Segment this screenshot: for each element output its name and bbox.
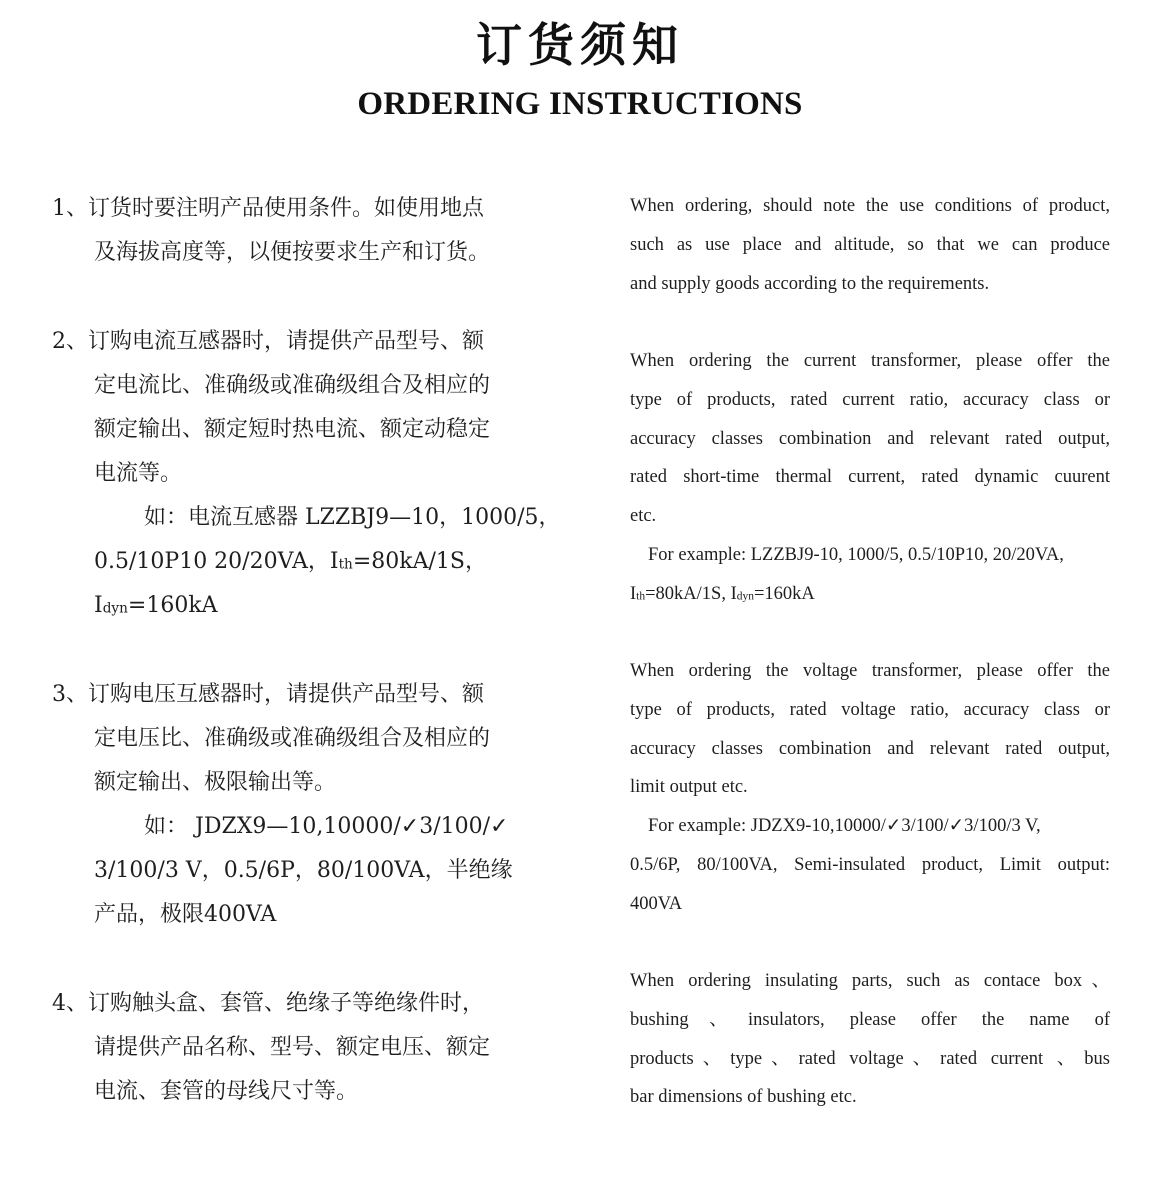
item-2-english [630, 342, 1110, 614]
item-4-chinese [52, 982, 572, 1114]
text-line: type of products, rated current ratio, accuracy class or [630, 389, 1110, 410]
text-line: 定电流比、准确级或准确级组合及相应的 [94, 373, 491, 398]
example-line: 0.5/6P, 80/100VA, Semi-insulated product, Limit output: [630, 854, 1110, 875]
idyn-subscript: dyn [736, 590, 754, 603]
text-line: When ordering, should note the use conditions of product, [630, 196, 1110, 216]
text-line: 额定输出、极限输出等。 [94, 770, 337, 795]
example-line [52, 540, 572, 584]
page-title-english: ORDERING INSTRUCTIONS [357, 86, 803, 122]
text-line: 电流等。 [94, 461, 183, 486]
ith-symbol: Ith [329, 549, 353, 574]
text-line: 1、订货时要注明产品使用条件。如使用地点 [52, 196, 484, 221]
example-text: =80kA/1S, I [645, 583, 737, 604]
item-1-chinese [52, 187, 572, 275]
text-line: rated short-time thermal current, rated dynamic cuurent [630, 467, 1110, 488]
text-line: bar dimensions of bushing etc. [630, 1087, 857, 1108]
text-line: When ordering the current transformer, please offer the [630, 351, 1110, 371]
example-line [630, 575, 1110, 614]
example-line: 400VA [630, 893, 683, 914]
item-3-chinese [52, 673, 572, 937]
text-line: etc. [630, 506, 657, 527]
item-1-english [630, 187, 1110, 303]
example-text: 0.5/10P10 20/20VA， [94, 549, 330, 574]
idyn-symbol: Idyn [94, 593, 128, 618]
text-line: type of products, rated voltage ratio, accuracy class or [630, 699, 1110, 720]
text-line: accuracy classes combination and relevant rated output, [630, 428, 1110, 449]
text-line: 4、订购触头盒、套管、绝缘子等绝缘件时， [52, 991, 484, 1016]
text-line: such as use place and altitude, so that we can produce [630, 234, 1110, 255]
example-line: 产品，极限400VA [94, 902, 277, 927]
text-line: and supply goods according to the requirements. [630, 273, 990, 294]
example-line: 如：电流互感器 LZZBJ9—10，1000/5， [144, 505, 561, 530]
text-line: 3、订购电压互感器时，请提供产品型号、额 [52, 682, 484, 707]
text-line: 请提供产品名称、型号、额定电压、额定 [94, 1035, 491, 1060]
text-line: 定电压比、准确级或准确级组合及相应的 [94, 726, 491, 751]
text-line: accuracy classes combination and relevant rated output, [630, 738, 1110, 759]
example-text: =160kA [753, 583, 815, 604]
text-line: products、type、rated voltage、rated current 、bus [630, 1048, 1110, 1069]
text-line: 及海拔高度等，以便按要求生产和订货。 [94, 240, 491, 265]
item-4-english [630, 962, 1110, 1117]
example-text: =160kA [127, 593, 218, 618]
text-line: When ordering the voltage transformer, please offer the [630, 661, 1110, 681]
text-line: 电流、套管的母线尺寸等。 [94, 1079, 359, 1104]
example-line: For example: LZZBJ9-10, 1000/5, 0.5/10P10, 20/20VA, [648, 544, 1064, 565]
text-line: limit output etc. [630, 777, 748, 798]
text-line: 2、订购电流互感器时，请提供产品型号、额 [52, 329, 484, 354]
page-title-chinese: 订货须知 [476, 18, 684, 72]
example-text: =80kA/1S， [352, 549, 487, 574]
text-line: 额定输出、额定短时热电流、额定动稳定 [94, 417, 491, 442]
item-3-english [630, 652, 1110, 924]
example-line: 3/100/3 V，0.5/6P，80/100VA，半绝缘 [94, 858, 513, 883]
ith-symbol: Ith [630, 583, 646, 604]
item-2-chinese [52, 320, 572, 628]
example-line [52, 584, 572, 628]
example-line: For example: JDZX9-10,10000/✓3/100/✓3/100/3 V, [648, 816, 1041, 837]
example-line: 如： JDZX9—10,10000/✓3/100/✓ [144, 814, 509, 839]
text-line: When ordering insulating parts, such as contace box、 [630, 971, 1110, 991]
text-line: bushing、insulators, please offer the name of [630, 1009, 1110, 1030]
